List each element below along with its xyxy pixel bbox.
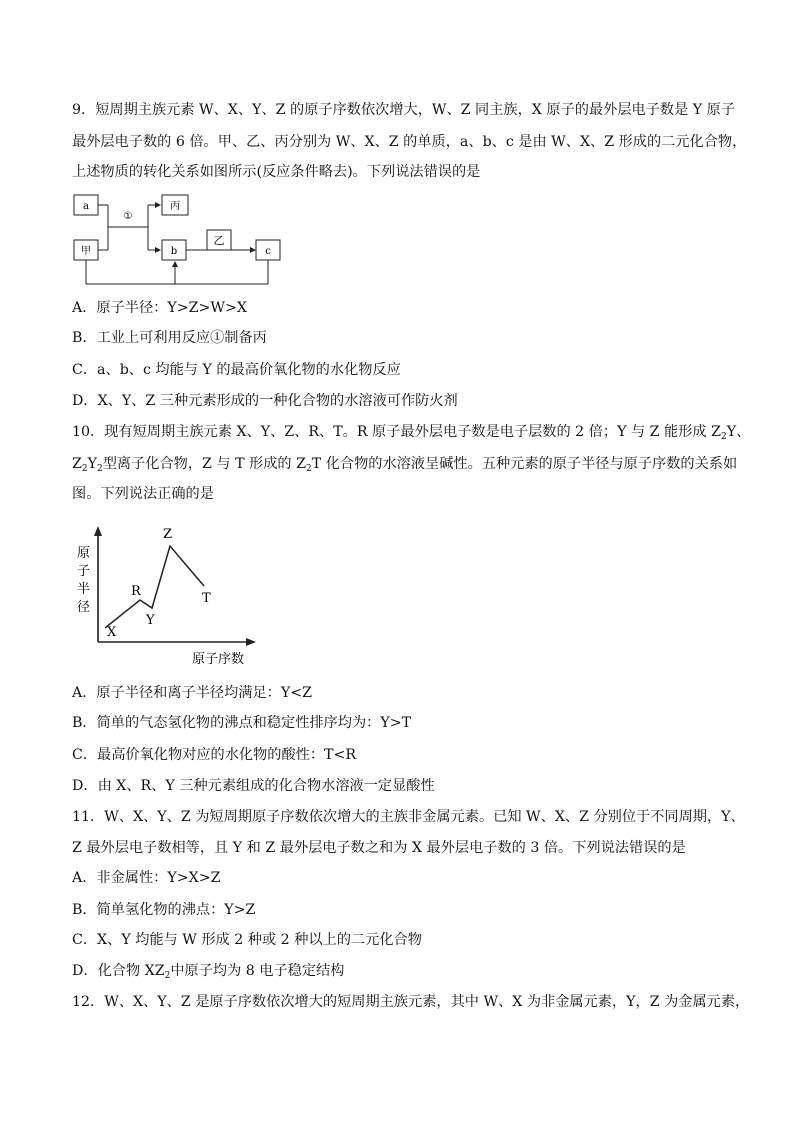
ylabel-char-4: 径 bbox=[77, 600, 91, 615]
q9-stem-line2: 最外层电子数的 6 倍。甲、乙、丙分别为 W、X、Z 的单质，a、b、c 是由 W、X、Z 形成的二元化合物， bbox=[72, 134, 747, 150]
ylabel-char-2: 子 bbox=[77, 564, 91, 579]
q12-stem-line1: 12．W、X、Y、Z 是原子序数依次增大的短周期主族元素，其中 W、X 为非金属元素，Y，Z 为金属元素， bbox=[72, 994, 750, 1010]
point-label-r: R bbox=[131, 584, 141, 599]
q10-stem-line1: 10．现有短周期主族元素 X、Y、Z、R、T。R 原子最外层电子数是电子层数的 2 倍；Y 与 Z 能形成 $Z_2Y$、 bbox=[72, 424, 751, 442]
q10-radius-graph bbox=[70, 520, 260, 670]
q11-stem-line2: Z 最外层电子数相等，且 Y 和 Z 最外层电子数之和为 X 最外层电子数的 3 倍。下列说法错误的是 bbox=[72, 840, 686, 856]
x-axis-arrow bbox=[246, 638, 256, 646]
ylabel-char-3: 半 bbox=[77, 582, 91, 597]
label-b: b bbox=[170, 246, 178, 257]
xlabel: 原子序数 bbox=[192, 652, 245, 667]
q11-stem-line1: 11．W、X、Y、Z 为短周期原子序数依次增大的主族非金属元素。已知 W、X、Z 分别位于不同周期，Y、 bbox=[72, 809, 745, 825]
point-label-z: Z bbox=[163, 527, 173, 542]
label-c: c bbox=[265, 246, 271, 257]
point-label-x: X bbox=[107, 625, 117, 640]
q11-option-a: A．非金属性：Y>X>Z bbox=[72, 870, 221, 886]
label-yi: 乙 bbox=[213, 234, 225, 247]
q10-option-a: A．原子半径和离子半径均满足：Y<Z bbox=[72, 685, 312, 701]
q10-option-b: B．简单的气态氢化物的沸点和稳定性排序均为：Y>T bbox=[72, 715, 412, 731]
point-label-y: Y bbox=[146, 613, 155, 628]
q11-option-d: D．化合物 $XZ_2$中原子均为 8 电子稳定结构 bbox=[72, 963, 345, 981]
q10-option-d: D．由 X、R、Y 三种元素组成的化合物水溶液一定显酸性 bbox=[72, 778, 435, 794]
q10-stem-line2: $Z_2Y_2$型离子化合物，Z 与 T 形成的 $Z_2T$ 化合物的水溶液呈碱性。五种元素的原子半径与原子序数的关系如 bbox=[72, 456, 738, 474]
y-axis-arrow bbox=[94, 526, 102, 536]
label-a: a bbox=[83, 201, 89, 212]
q11-option-c: C．X、Y 均能与 W 形成 2 种或 2 种以上的二元化合物 bbox=[72, 932, 422, 948]
ylabel-char-1: 原 bbox=[77, 546, 91, 561]
q9-conversion-diagram bbox=[70, 192, 310, 292]
label-reaction-1: ① bbox=[123, 211, 133, 222]
label-bing: 丙 bbox=[170, 201, 180, 212]
q9-option-b: B．工业上可利用反应①制备丙 bbox=[72, 330, 267, 346]
q9-option-c: C．a、b、c 均能与 Y 的最高价氧化物的水化物反应 bbox=[72, 362, 401, 378]
q11-option-b: B．简单氢化物的沸点：Y>Z bbox=[72, 902, 256, 918]
q9-option-a: A．原子半径：Y>Z>W>X bbox=[72, 300, 247, 316]
q10-option-c: C．最高价氧化物对应的水化物的酸性：T<R bbox=[72, 747, 357, 763]
point-label-t: T bbox=[202, 591, 211, 606]
q9-stem-line3: 上述物质的转化关系如图所示(反应条件略去)。下列说法错误的是 bbox=[72, 164, 481, 180]
q9-stem-line1: 9．短周期主族元素 W、X、Y、Z 的原子序数依次增大，W、Z 同主族，X 原子的最外层电子数是 Y 原子 bbox=[72, 102, 736, 118]
label-jia: 甲 bbox=[81, 246, 91, 257]
q9-option-d: D．X、Y、Z 三种元素形成的一种化合物的水溶液可作防火剂 bbox=[72, 393, 458, 409]
q10-stem-line3: 图。下列说法正确的是 bbox=[72, 486, 214, 502]
